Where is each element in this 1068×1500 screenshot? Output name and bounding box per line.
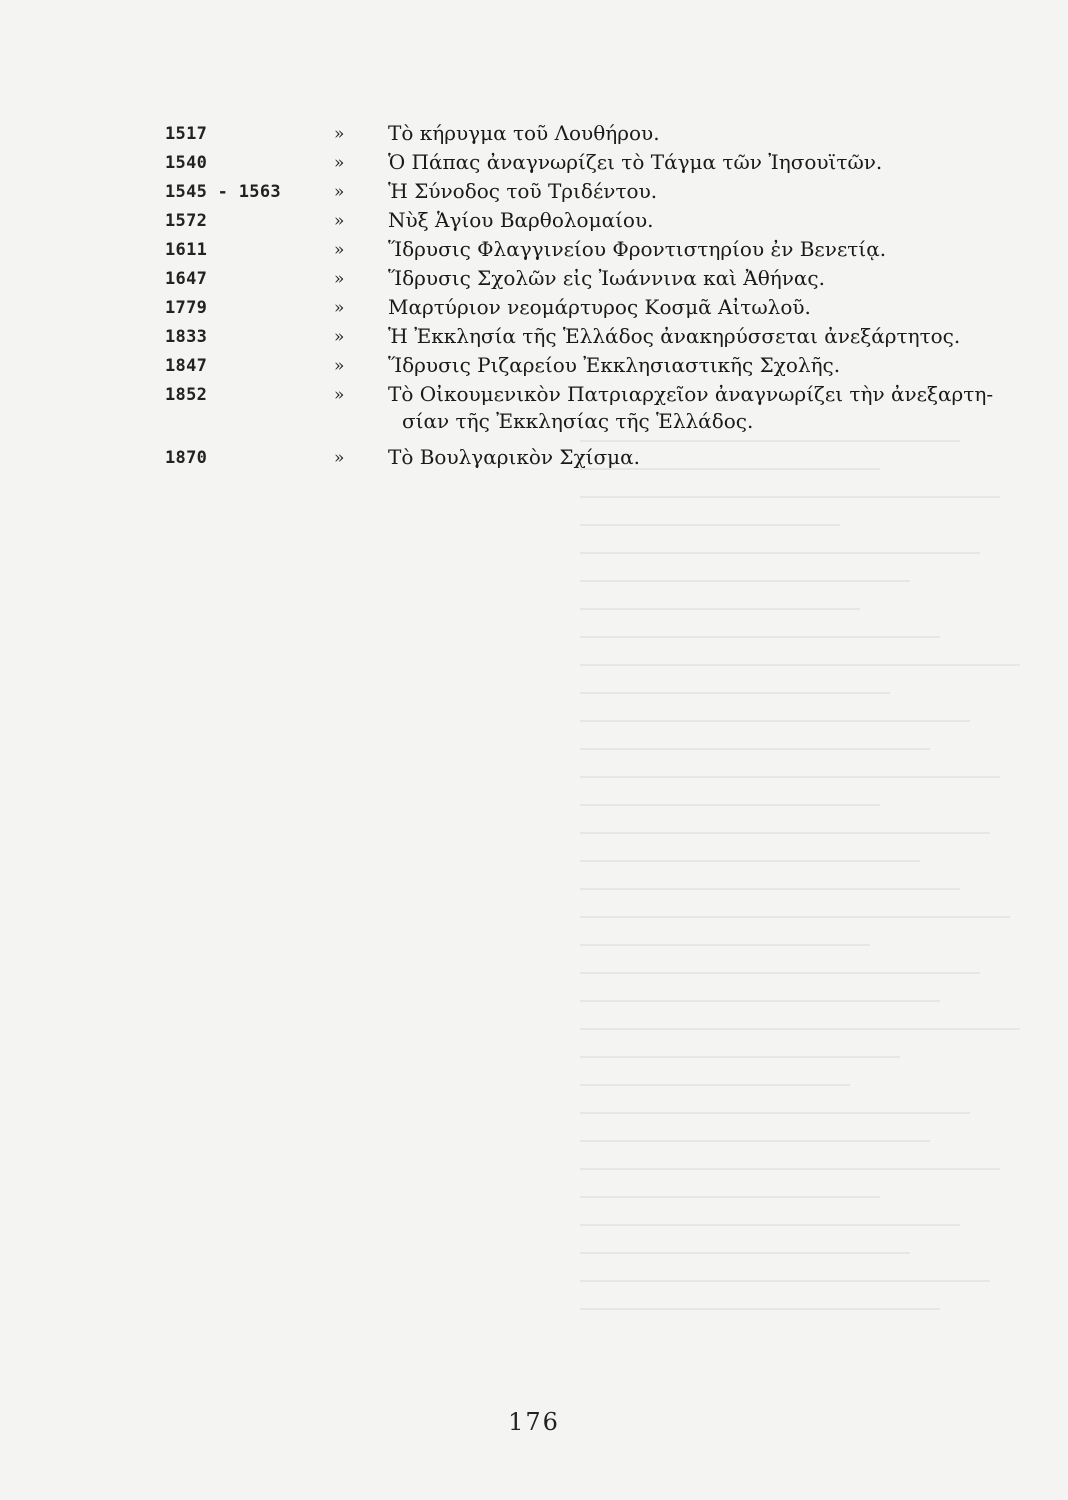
timeline-event: Ὁ Πάπας ἀναγνωρίζει τὸ Τάγμα τῶν Ἰησουϊτῶν. [388,150,883,174]
timeline-row-continuation [0,409,1068,442]
timeline-year: 1545 - 1563 [165,182,281,202]
show-through-background [560,440,1040,1380]
ditto-mark: » [334,298,345,318]
timeline-event: Μαρτύριον νεομάρτυρος Κοσμᾶ Αἰτωλοῦ. [388,295,811,319]
ditto-mark: » [334,448,345,468]
timeline-event: Ἡ Σύνοδος τοῦ Τριδέντου. [388,179,658,203]
timeline-year: 1870 [165,448,208,468]
timeline-year: 1647 [165,269,208,289]
timeline-year: 1540 [165,153,208,173]
timeline-event: Ἵδρυσις Σχολῶν εἰς Ἰωάννινα καὶ Ἀθήνας. [388,266,825,290]
ditto-mark: » [334,182,345,202]
timeline-year: 1779 [165,298,208,318]
ditto-mark: » [334,211,345,231]
timeline-year: 1852 [165,385,208,405]
timeline-year: 1517 [165,124,208,144]
ditto-mark: » [334,385,345,405]
timeline-event: Νὺξ Ἁγίου Βαρθολομαίου. [388,208,654,232]
ditto-mark: » [334,240,345,260]
timeline-event: Ἵδρυσις Φλαγγινείου Φροντιστηρίου ἐν Βενετίᾳ. [388,237,887,261]
timeline-event: Τὸ Οἰκουμενικὸν Πατριαρχεῖον ἀναγνωρίζει τὴν ἀνεξαρτη- [388,382,994,406]
timeline-year: 1611 [165,240,208,260]
timeline-event: Τὸ κήρυγμα τοῦ Λουθήρου. [388,121,660,145]
timeline-event: Ἵδρυσις Ριζαρείου Ἐκκλησιαστικῆς Σχολῆς. [388,353,841,377]
timeline-event: Τὸ Βουλγαρικὸν Σχίσμα. [388,445,641,469]
ditto-mark: » [334,269,345,289]
timeline-year: 1847 [165,356,208,376]
ditto-mark: » [334,327,345,347]
timeline-year: 1833 [165,327,208,347]
timeline-event-continuation: σίαν τῆς Ἐκκλησίας τῆς Ἑλλάδος. [402,409,754,433]
ditto-mark: » [334,356,345,376]
ditto-mark: » [334,124,345,144]
timeline-row [0,445,1068,478]
timeline-event: Ἡ Ἐκκλησία τῆς Ἑλλάδος ἀνακηρύσσεται ἀνεξάρτητος. [388,324,961,348]
page-number: 176 [508,1408,560,1436]
ditto-mark: » [334,153,345,173]
timeline-year: 1572 [165,211,208,231]
